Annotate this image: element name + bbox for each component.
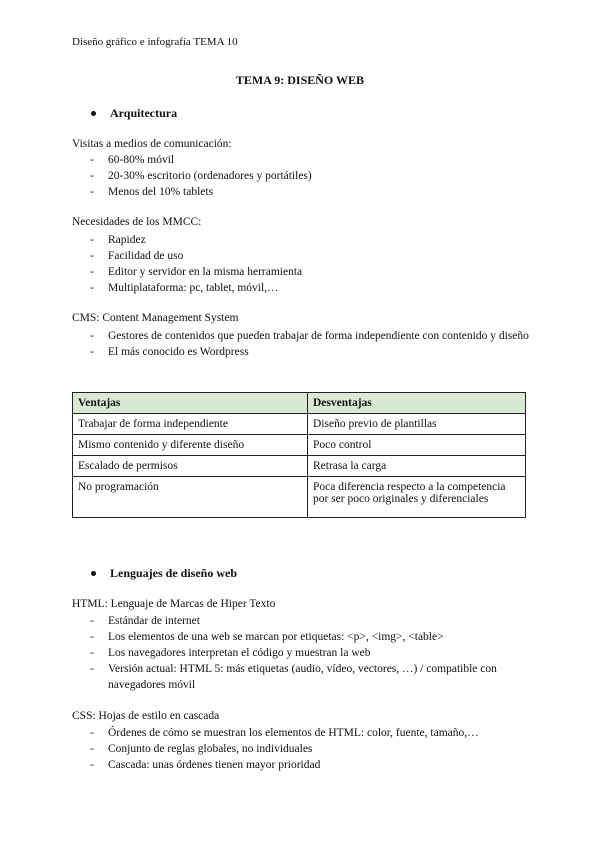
html-intro: HTML: Lenguaje de Marcas de Hiper Texto [72, 598, 276, 610]
ventajas-table [72, 392, 526, 518]
bullet-icon [91, 571, 96, 576]
list-item: - Estándar de internet [72, 613, 532, 629]
section-heading-lenguajes: Lenguajes de diseño web [91, 566, 237, 581]
list-item: - Conjunto de reglas globales, no individuales [72, 741, 532, 757]
cms-list [72, 328, 532, 360]
table-row [73, 414, 526, 435]
list-item: - Versión actual: HTML 5: más etiquetas (audio, vídeo, vectores, …) / compatible con navegadores móvil [72, 661, 532, 693]
table-cell: Poco control [308, 435, 526, 456]
list-item: - El más conocido es Wordpress [72, 344, 532, 360]
column-header: Desventajas [308, 393, 526, 414]
table-cell: Trabajar de forma independiente [73, 414, 308, 435]
table-row [73, 477, 526, 518]
necesidades-list [72, 232, 532, 296]
page-title: TEMA 9: DISEÑO WEB [235, 73, 365, 87]
css-intro: CSS: Hojas de estilo en cascada [72, 710, 220, 722]
visitas-list [72, 152, 532, 200]
table-cell: Diseño previo de plantillas [308, 414, 526, 435]
section-heading-arquitectura: Arquitectura [91, 106, 177, 121]
list-item: - Facilidad de uso [72, 248, 532, 264]
html-list [72, 613, 532, 693]
table-row [73, 435, 526, 456]
cms-intro: CMS: Content Management System [72, 312, 239, 324]
table-cell: Retrasa la carga [308, 456, 526, 477]
table-header-row [73, 393, 526, 414]
list-item: - Cascada: unas órdenes tienen mayor prioridad [72, 757, 532, 773]
table-cell: No programación [73, 477, 308, 518]
necesidades-intro: Necesidades de los MMCC: [72, 216, 202, 228]
list-item: - Multiplataforma: pc, tablet, móvil,… [72, 280, 532, 296]
list-item: - Los navegadores interpretan el código y muestran la web [72, 645, 532, 661]
bullet-icon [91, 111, 96, 116]
list-item: - Los elementos de una web se marcan por etiquetas: <p>, <img>, <table> [72, 629, 532, 645]
table-cell: Poca diferencia respecto a la competencia por ser poco originales y diferenciales [308, 477, 526, 518]
list-item: - Menos del 10% tablets [72, 184, 532, 200]
page-header: Diseño gráfico e infografía TEMA 10 [72, 36, 238, 48]
list-item: - Órdenes de cómo se muestran los elementos de HTML: color, fuente, tamaño,… [72, 725, 532, 741]
list-item: - 60-80% móvil [72, 152, 532, 168]
table-cell: Mismo contenido y diferente diseño [73, 435, 308, 456]
visitas-intro: Visitas a medios de comunicación: [72, 138, 232, 150]
list-item: - 20-30% escritorio (ordenadores y portátiles) [72, 168, 532, 184]
css-list [72, 725, 532, 773]
list-item: - Gestores de contenidos que pueden trabajar de forma independiente con contenido y diseño [72, 328, 532, 344]
list-item: - Rapidez [72, 232, 532, 248]
table-cell: Escalado de permisos [73, 456, 308, 477]
list-item: - Editor y servidor en la misma herramienta [72, 264, 532, 280]
table-row [73, 456, 526, 477]
column-header: Ventajas [73, 393, 308, 414]
